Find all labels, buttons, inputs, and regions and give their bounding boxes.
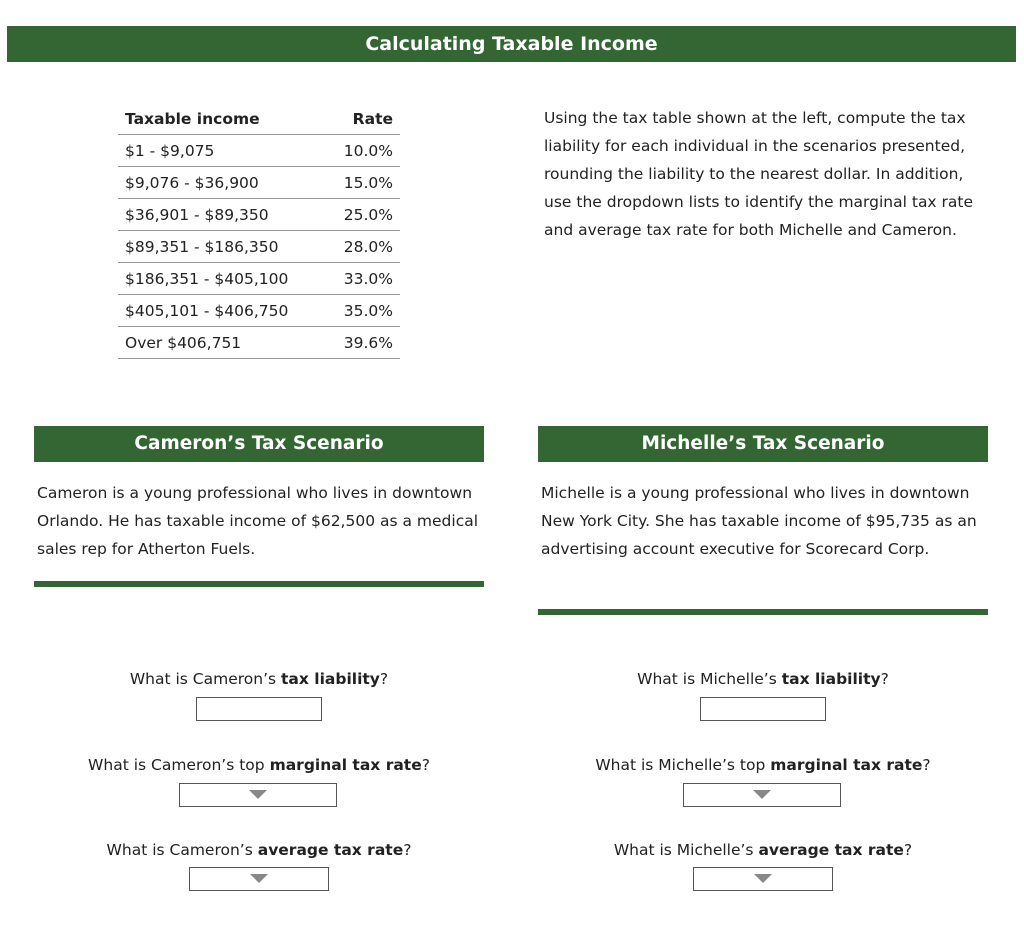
- question-text: ?: [903, 841, 913, 859]
- instructions: Using the tax table shown at the left, compute the tax liability for each individual in the scenarios presented, rounding the liability to the nearest dollar. In addition, use the dropdown lists to identify the marginal tax rate and average tax rate for both Michelle and Cameron.: [544, 109, 974, 239]
- dropdown-arrow-icon: [249, 790, 267, 799]
- divider: [34, 581, 484, 587]
- cameron-question-marginal-rate: [34, 756, 484, 774]
- question-text: ?: [403, 841, 412, 859]
- income-bracket: $89,351 - $186,350: [118, 231, 326, 263]
- question-bold: average tax rate: [758, 841, 904, 859]
- tax-rate: 25.0%: [326, 199, 400, 231]
- cameron-marginal-rate-dropdown[interactable]: [179, 783, 337, 807]
- question-text: ?: [880, 670, 889, 688]
- table-row: [118, 167, 400, 199]
- question-text: ?: [922, 756, 931, 774]
- table-row: [118, 231, 400, 263]
- question-text: ?: [421, 756, 430, 774]
- tax-rate: 39.6%: [326, 327, 400, 359]
- question-text: What is Michelle’s: [613, 841, 759, 859]
- question-bold: marginal tax rate: [770, 756, 923, 774]
- column-header-income: Taxable income: [118, 104, 326, 135]
- dropdown-arrow-icon: [753, 790, 771, 799]
- income-bracket: $9,076 - $36,900: [118, 167, 326, 199]
- michelle-question-marginal-rate: [538, 756, 988, 774]
- income-bracket: Over $406,751: [118, 327, 326, 359]
- income-bracket: $405,101 - $406,750: [118, 295, 326, 327]
- dropdown-arrow-icon: [250, 874, 268, 883]
- question-text: What is Cameron’s top: [88, 756, 270, 774]
- question-text: ?: [379, 670, 389, 688]
- question-bold: average tax rate: [257, 841, 404, 859]
- michelle-tax-liability-input[interactable]: [700, 697, 826, 721]
- question-text: What is Cameron’s: [129, 670, 282, 688]
- divider: [538, 609, 988, 615]
- question-text: What is Cameron’s: [106, 841, 258, 859]
- tax-rate: 35.0%: [326, 295, 400, 327]
- tax-rate: 28.0%: [326, 231, 400, 263]
- dropdown-arrow-icon: [754, 874, 772, 883]
- cameron-scenario-heading: Cameron’s Tax Scenario: [34, 426, 484, 462]
- column-header-rate: Rate: [326, 104, 400, 135]
- cameron-description: Cameron is a young professional who lives in downtown Orlando. He has taxable income of $62,500 as a medical sales rep for Atherton Fuels.: [37, 484, 479, 558]
- income-bracket: $1 - $9,075: [118, 135, 326, 167]
- income-bracket: $36,901 - $89,350: [118, 199, 326, 231]
- table-row: [118, 135, 400, 167]
- question-text: What is Michelle’s: [637, 670, 782, 688]
- cameron-average-rate-dropdown[interactable]: [189, 867, 329, 891]
- cameron-question-tax-liability: [34, 670, 484, 688]
- cameron-question-average-rate: [34, 841, 484, 859]
- michelle-scenario-heading: Michelle’s Tax Scenario: [538, 426, 988, 462]
- question-bold: marginal tax rate: [269, 756, 422, 774]
- tax-table: [118, 104, 400, 359]
- michelle-marginal-rate-dropdown[interactable]: [683, 783, 841, 807]
- table-header-row: [118, 104, 400, 135]
- question-text: What is Michelle’s top: [595, 756, 771, 774]
- page-title: Calculating Taxable Income: [7, 26, 1016, 62]
- michelle-description: Michelle is a young professional who lives in downtown New York City. She has taxable income of $95,735 as an advertising account executive for Scorecard Corp.: [541, 484, 977, 558]
- income-bracket: $186,351 - $405,100: [118, 263, 326, 295]
- table-row: [118, 199, 400, 231]
- table-row: [118, 327, 400, 359]
- question-bold: tax liability: [281, 670, 380, 688]
- michelle-average-rate-dropdown[interactable]: [693, 867, 833, 891]
- question-bold: tax liability: [781, 670, 881, 688]
- table-row: [118, 295, 400, 327]
- tax-rate: 10.0%: [326, 135, 400, 167]
- michelle-question-tax-liability: [538, 670, 988, 688]
- tax-rate: 33.0%: [326, 263, 400, 295]
- cameron-tax-liability-input[interactable]: [196, 697, 322, 721]
- tax-rate: 15.0%: [326, 167, 400, 199]
- table-row: [118, 263, 400, 295]
- michelle-question-average-rate: [538, 841, 988, 859]
